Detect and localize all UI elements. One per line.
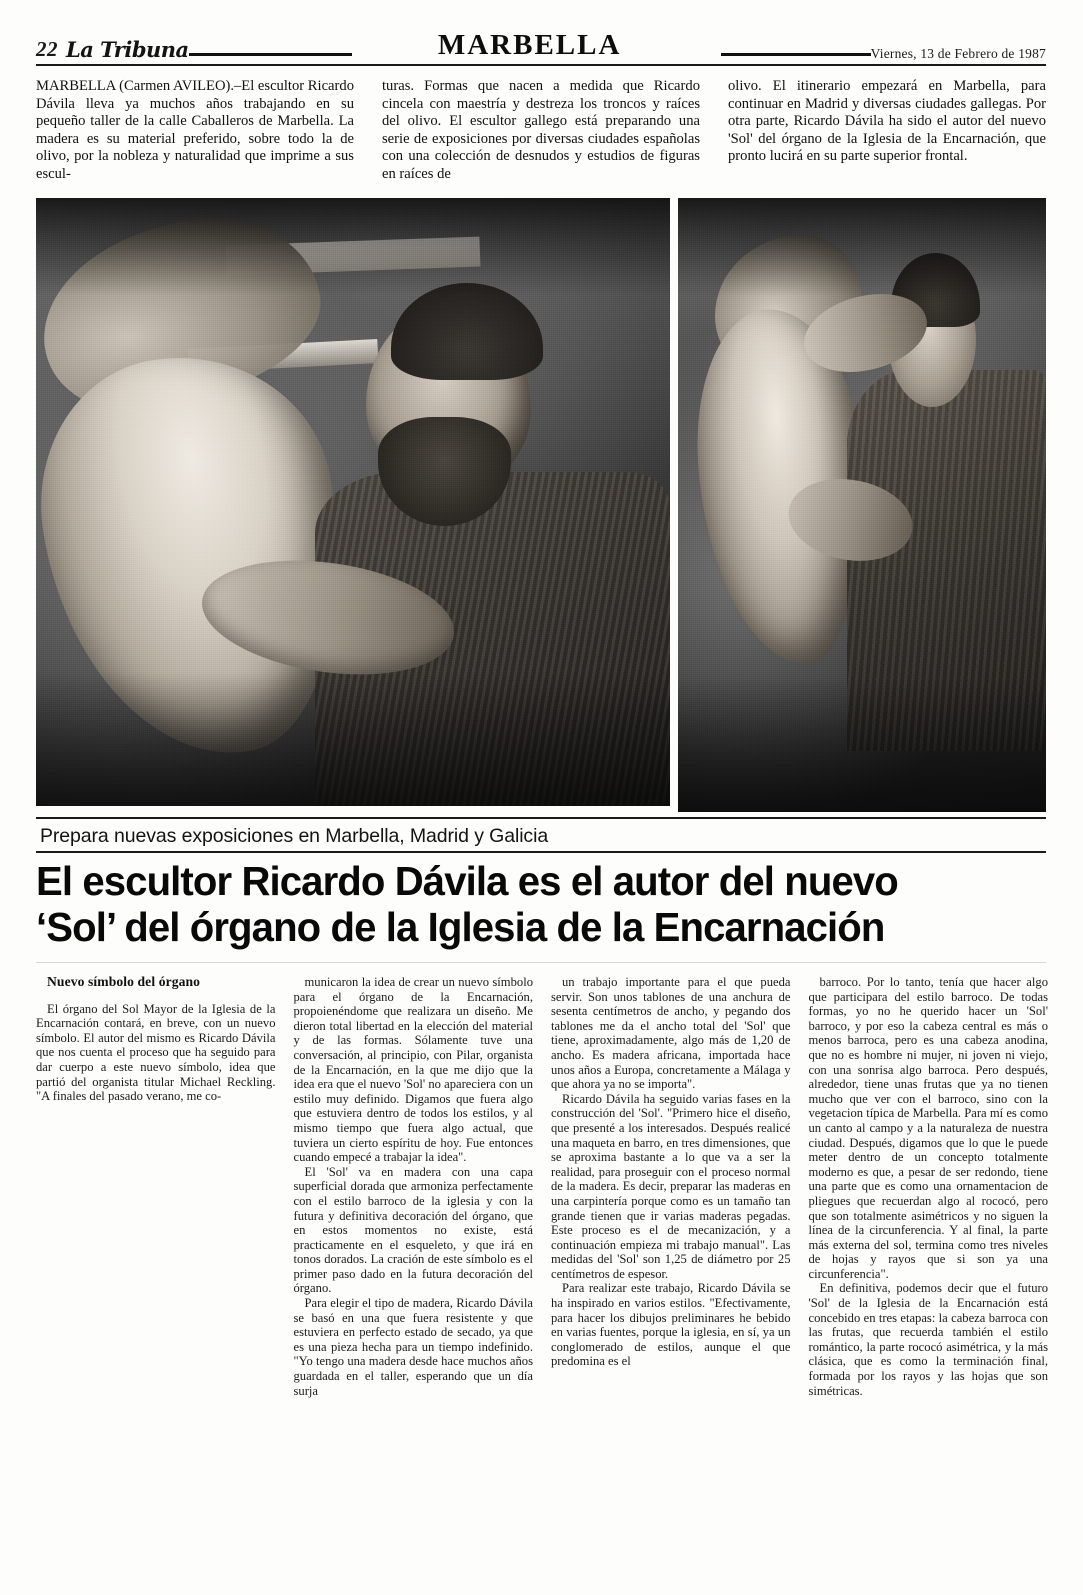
body-paragraph: En definitiva, podemos decir que el futuro 'Sol' de la Iglesia de la Encarnación está concebido en tres etapas: la cabeza barroca con las frutas, que recuerda también el estilo romántico, la parte rococó asimétrica, y la más clásica, que es como la terminación final, formada por los rayos y las hojas que son simétricas. — [808, 1281, 1048, 1398]
lead-column-2: turas. Formas que nacen a medida que Ricardo cincela con maestría y destreza los troncos y raíces del olivo. El escultor gallego está preparando una serie de exposiciones por diversas ciudades españolas con una colección de desnudos y estudios de figuras en raíces de — [382, 78, 700, 182]
rule-right — [721, 53, 871, 56]
subhead-rule-top — [36, 817, 1046, 819]
masthead — [36, 26, 1046, 62]
page-folio: 22 — [36, 37, 58, 61]
body-column-2 — [294, 975, 534, 1575]
photo-shadow-bottom — [678, 677, 1046, 812]
subheading-bar — [36, 821, 1046, 851]
photo-shadow-bottom — [36, 672, 670, 806]
body-paragraph: barroco. Por lo tanto, tenía que hacer algo que participara del estilo barroco. De todas formas, yo no he querido hacer un 'Sol' barroco, y por eso la cabeza central es más o menos barroca, pero es una cabeza anodina, que no es hombre ni mujer, ni joven ni viejo, con una sonrisa algo barroca. Pero después, alrededor, tiene unas frutas que ya no tienen mucho que ver con el barroco, sino con la vegetacion típica de Marbella. Para mí es como un canto al campo y a la naturaleza de nuestra ciudad. Después, digamos que lo que le puede meter dentro de un concepto totalmente moderno es que, a pesar de ser redondo, tiene una parte que es como una ornamentacion de pliegues que recuerdan algo al rococó, pero que son totalmente asimétricos y no siguen la línea de la circunferencia. Y al final, la parte más externa del sol, termina como tres niveles de hojas y rayos que si son ya una circunferencia". — [808, 975, 1048, 1281]
body-column-1 — [36, 975, 276, 1575]
subhead-rule-bottom — [36, 851, 1046, 853]
photo-shadow-top — [36, 198, 670, 295]
body-deck: Nuevo símbolo del órgano — [47, 974, 201, 989]
section-title: MARBELLA — [432, 29, 628, 62]
headline-divider — [36, 962, 1046, 963]
lead-column-1: MARBELLA (Carmen AVILEO).–El escultor Ricardo Dávila lleva ya muchos años trabajando en su pequeño taller de la calle Caballeros de Marbella. La madera es su material preferido, sobre todo la de olivo, por la nobleza y naturalidad que imprime a sus escul- — [36, 78, 354, 182]
body-paragraph: Ricardo Dávila ha seguido varias fases en la construcción del 'Sol'. "Primero hice el diseño, que presenté a los interesados. Después realicé una maqueta en barro, en tres dimensiones, que se aproxima bastante a lo que va a ser la realidad, para proseguir con el proceso normal de la madera. Es decir, preparar las maderas en una carpintería porque como es un tamaño tan grande tienen que ir varias maderas pegadas. Este proceso es el de mecanización, y a continuación empieza mi trabajo manual". Las medidas del 'Sol' son 1,25 de diámetro por 25 centímetros de espesor. — [551, 1091, 791, 1281]
headline — [36, 858, 1048, 950]
body-paragraph: municaron la idea de crear un nuevo símbolo para el órgano de la Encarnación, propoienéndome que realizara un diseño. Me dieron total libertad en la elección del material y de las formas. Sólamente tuve una conversación, al principio, con Pilar, organista de la Encarnación, en la que me dijo que la idea era que el nuevo 'Sol' no apareciera con un estilo muy definido. Digamos que fuera algo que estuviera dentro de todos los estilos, y al mismo tiempo que fuera algo actual, que tuviera un cierto espíritu de hoy. Fue entonces cuando empecé a trabajar la idea". — [293, 975, 533, 1165]
masthead-divider — [36, 64, 1046, 66]
lead-column-3: olivo. El itinerario empezará en Marbella, para continuar en Madrid y diversas ciudades gallegas. Por otra parte, Ricardo Dávila ha sido el autor del nuevo 'Sol' del órgano de la Iglesia de la Encarnación, que pronto lucirá en su parte superior frontal. — [728, 78, 1046, 165]
headline-line-1: El escultor Ricardo Dávila es el autor del nuevo — [36, 858, 898, 904]
body-paragraph: un trabajo importante para el que pueda servir. Son unos tablones de una anchura de sesenta centímetros de ancho, y pegando dos tablones me da el ancho total del 'Sol' que tiene, aproximadamente, algo más de 1,20 de ancho. Es madera africana, importada hace unos años a Europa, concretamente a Málaga y que ahora ya no se importa". — [551, 975, 791, 1092]
body-column-4 — [809, 975, 1049, 1575]
headline-line-2: ‘Sol’ del órgano de la Iglesia de la Encarnación — [36, 904, 885, 950]
body-paragraph: El órgano del Sol Mayor de la Iglesia de la Encarnación contará, en breve, con un nuevo símbolo. El autor del mismo es Ricardo Dávila que nos cuenta el proceso que ha seguido para dar cuerpo a este nuevo símbolo, idea que partió del organista titular Michael Reckling. "A finales del pasado verano, me co- — [36, 1001, 276, 1104]
body-column-3 — [551, 975, 791, 1575]
body-paragraph: Para realizar este trabajo, Ricardo Dávila se ha inspirado en varios estilos. "Efectivamente, para hacer los dibujos preliminares he bebido en varias fuentes, porque la iglesia, en sí, ya un conglomerado de estilos, aunque el que predomina es el — [551, 1281, 791, 1369]
lead-text — [36, 78, 1046, 184]
photo-sculptor-detail — [678, 198, 1046, 812]
section-header — [189, 29, 871, 62]
body-paragraph: El 'Sol' va en madera con una capa superficial dorada que armoniza perfectamente con el estilo barroco de la iglesia y con la futura y definitiva decoración del órgano, que en estos momentos no existe, está practicamente en el esqueleto, y que irá en tonos dorados. La cración de este símbolo es el primer paso dado en la futura decoración del órgano. — [293, 1164, 533, 1296]
rule-left — [189, 53, 353, 56]
paper-title: La Tribuna — [66, 37, 189, 62]
issue-date: Viernes, 13 de Febrero de 1987 — [870, 46, 1046, 61]
body-paragraph: Para elegir el tipo de madera, Ricardo Dávila se basó en una que fuera resistente y que estuviera en perfecto estado de secado, ya que es una pieza hecha para un tiempo indefinido. "Yo tengo una madera desde hace muchos años guardada en el taller, esperando que un día surja — [293, 1296, 533, 1398]
subheading-text: Prepara nuevas exposiciones en Marbella, Madrid y Galicia — [40, 824, 549, 847]
article-body — [36, 975, 1048, 1575]
photo-group — [36, 198, 1046, 812]
photo-sculptor-working — [36, 198, 670, 806]
photo-shadow-top — [678, 198, 1046, 296]
